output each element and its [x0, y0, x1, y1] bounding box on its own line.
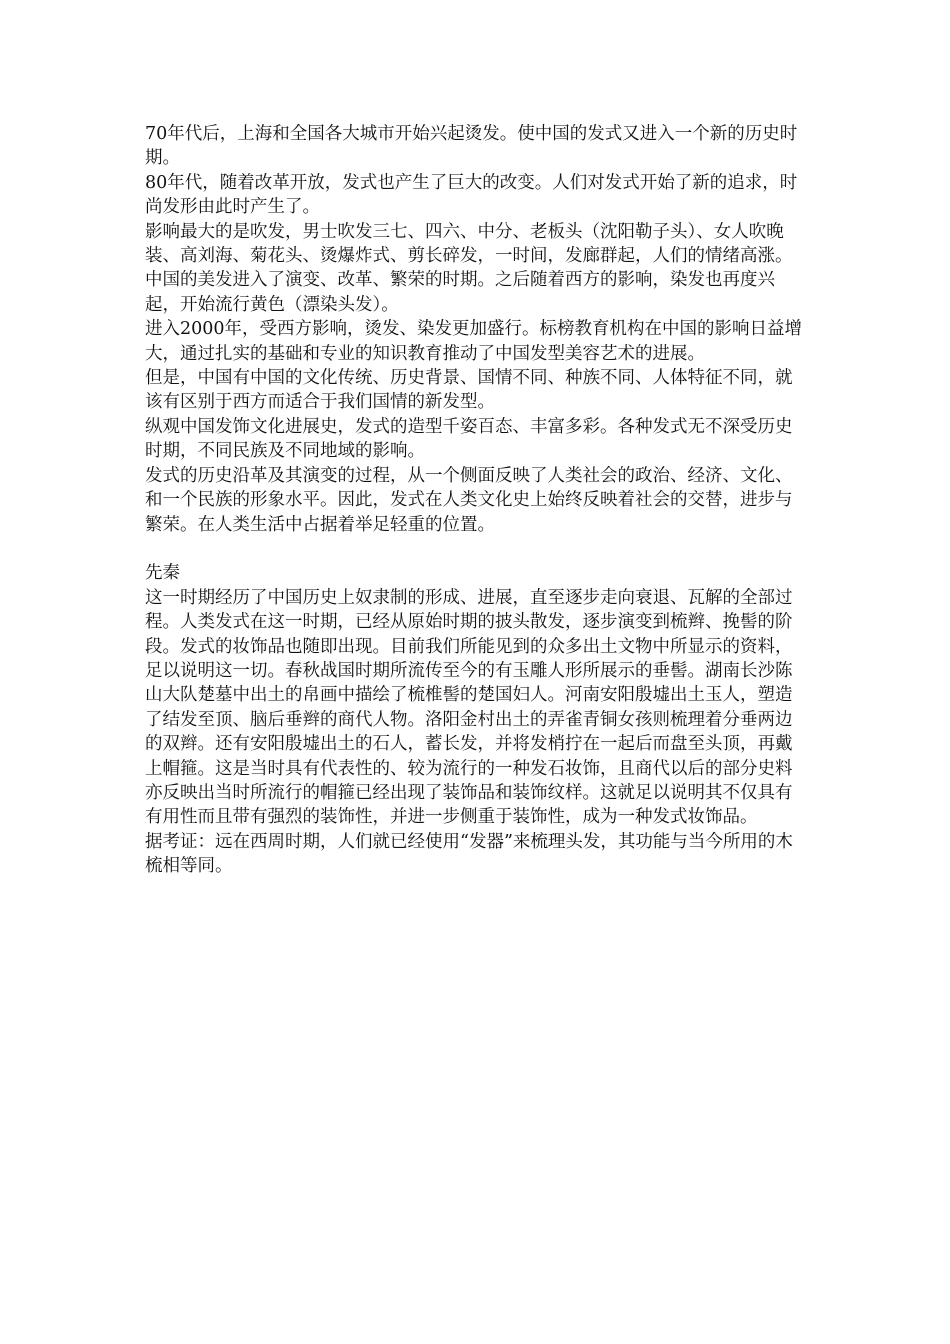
paragraph-western-zhou: 据考证：远在西周时期，人们就已经使用“发器”来梳理头发，其功能与当今所用的木梳相等同。 [145, 831, 793, 877]
paragraph-history-significance: 发式的历史沿革及其演变的过程，从一个侧面反映了人类社会的政治、经济、文化、和一个民族的形象水平。因此，发式在人类文化史上始终反映着社会的交替，进步与繁荣。在人类生活中占据着举足轻重的位置。 [145, 465, 793, 535]
section-heading-pre-qin: 先秦 [145, 563, 180, 584]
blank-line [145, 537, 809, 561]
paragraph-2000: 进入2000年，受西方影响，烫发、染发更加盛行。标榜教育机构在中国的影响日益增大，通过扎实的基础和专业的知识教育推动了中国发型美容艺术的进展。 [145, 319, 803, 364]
paragraph-evolution: 中国的美发进入了演变、改革、繁荣的时期。之后随着西方的影响，染发也再度兴起，开始流行黄色（漂染头发）。 [145, 270, 775, 315]
paragraph-1970s: 70年代后，上海和全国各大城市开始兴起烫发。使中国的发式又进入一个新的历史时期。 [145, 124, 798, 169]
paragraph-national-style: 但是，中国有中国的文化传统、历史背景、国情不同、种族不同、人体特征不同，就该有区别于西方而适合于我们国情的新发型。 [145, 368, 793, 413]
document-page [145, 122, 809, 879]
paragraph-overview: 纵观中国发饰文化进展史，发式的造型千姿百态、丰富多彩。各种发式无不深受历史时期，不同民族及不同地域的影响。 [145, 416, 793, 462]
paragraph-pre-qin-body: 这一时期经历了中国历史上奴隶制的形成、进展，直至逐步走向衰退、瓦解的全部过程。人类发式在这一时期，已经从原始时期的披头散发，逐步演变到梳辫、挽髻的阶段。发式的妆饰品也随即出现。目前我们所能见到的众多出土文物中所显示的资料，足以说明这一切。春秋战国时期所流传至今的有玉雕人形所展示的垂髻。湖南长沙陈山大队楚墓中出土的帛画中描绘了梳椎髻的楚国妇人。河南安阳殷墟出土玉人，塑造了结发至顶、脑后垂辫的商代人物。洛阳金村出土的弄雀青铜女孩则梳理着分垂两边的双辫。还有安阳殷墟出土的石人，蓄长发，并将发梢拧在一起后而盘至头顶，再戴上帽箍。这是当时具有代表性的、较为流行的一种发石妆饰，且商代以后的部分史料亦反映出当时所流行的帽箍已经出现了装饰品和装饰纹样。这就足以说明其不仅具有有用性而且带有强烈的装饰性，并进一步侧重于装饰性，成为一种发式妆饰品。 [145, 587, 793, 828]
paragraph-1980s: 80年代，随着改革开放，发式也产生了巨大的改变。人们对发式开始了新的追求，时尚发形由此时产生了。 [145, 172, 798, 218]
paragraph-blow-dry: 影响最大的是吹发，男士吹发三七、四六、中分、老板头（沈阳勒子头）、女人吹晚装、高刘海、菊花头、烫爆炸式、剪长碎发，一时间，发廊群起，人们的情绪高涨。 [145, 221, 793, 267]
